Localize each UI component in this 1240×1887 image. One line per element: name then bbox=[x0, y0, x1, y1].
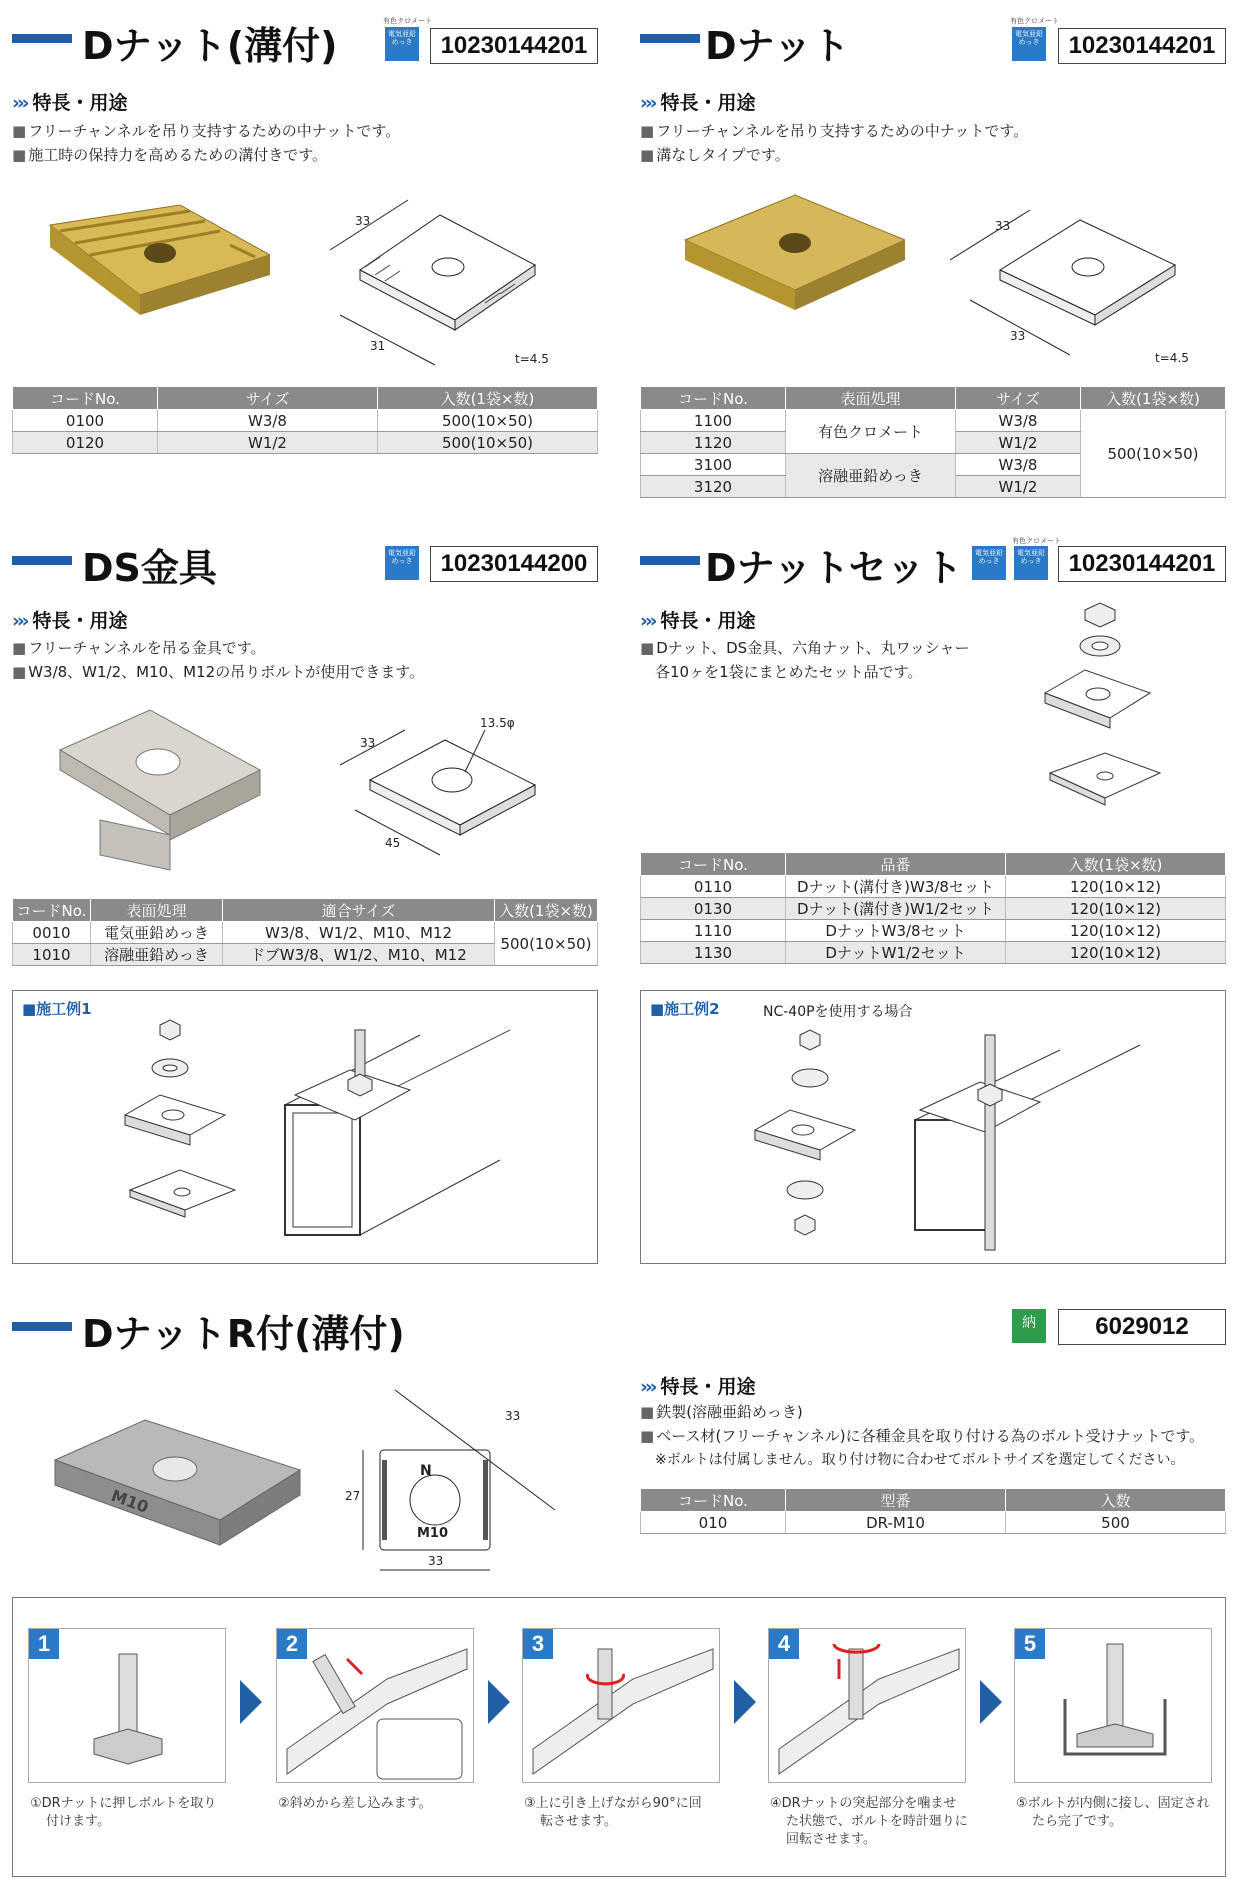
th: 表面処理 bbox=[91, 899, 223, 922]
s1-product-code: 10230144201 bbox=[430, 28, 598, 64]
cell: 0100 bbox=[13, 410, 158, 432]
step-1-text: ①DRナットに押しボルトを取り 付けます。 bbox=[30, 1796, 217, 1829]
s5-bullet: ■ 鉄製(溶融亜鉛めっき) bbox=[640, 1403, 803, 1421]
example-2-note: NC-40Pを使用する場合 bbox=[763, 1004, 913, 1020]
step-4-box bbox=[768, 1628, 966, 1783]
cell: DR-M10 bbox=[786, 1512, 1006, 1534]
s2-dimension-drawing bbox=[950, 210, 1200, 370]
example-1-illustration bbox=[110, 1010, 570, 1255]
th: 入数(1袋×数) bbox=[378, 387, 598, 410]
step-arrow-icon bbox=[488, 1680, 510, 1724]
s1-dim-a: 33 bbox=[355, 214, 371, 228]
th: 入数(1袋×数) bbox=[495, 899, 598, 922]
cell: 0120 bbox=[13, 432, 158, 454]
s3-title: DS金具 bbox=[82, 546, 217, 590]
s4-feature-heading: ››› 特長・用途 bbox=[640, 610, 756, 632]
step-1-box bbox=[28, 1628, 226, 1783]
step-5-text: ⑤ボルトが内側に接し、固定され たら完了です。 bbox=[1016, 1796, 1210, 1829]
th: コードNo. bbox=[641, 387, 786, 410]
step-5-box bbox=[1014, 1628, 1212, 1783]
cell: 溶融亜鉛めっき bbox=[91, 944, 223, 966]
th: コードNo. bbox=[13, 899, 91, 922]
s4-finish-badge: 電気亜鉛めっき bbox=[1014, 546, 1048, 580]
cell: DナットW1/2セット bbox=[786, 942, 1006, 964]
th: コードNo. bbox=[641, 1489, 786, 1512]
step-5-number: 5 bbox=[1015, 1629, 1045, 1659]
s5-feature-heading: ››› 特長・用途 bbox=[640, 1376, 756, 1398]
th: 入数(1袋×数) bbox=[1006, 853, 1226, 876]
cell: DナットW3/8セット bbox=[786, 920, 1006, 942]
cell: Dナット(溝付き)W3/8セット bbox=[786, 876, 1006, 898]
s3-dim-hole: 13.5φ bbox=[480, 716, 515, 730]
s1-dim-t: t=4.5 bbox=[515, 352, 549, 366]
cell: 1120 bbox=[641, 432, 786, 454]
cell: 1010 bbox=[13, 944, 91, 966]
cell: 有色クロメート bbox=[786, 410, 956, 454]
th: コードNo. bbox=[13, 387, 158, 410]
s1-feature-heading: ››› 特長・用途 bbox=[12, 92, 128, 114]
s2-product-photo bbox=[675, 185, 905, 325]
cell: W1/2 bbox=[158, 432, 378, 454]
cell: Dナット(溝付き)W1/2セット bbox=[786, 898, 1006, 920]
step-3-box bbox=[522, 1628, 720, 1783]
s3-spec-table bbox=[12, 898, 598, 966]
example-2-illustration bbox=[740, 1020, 1200, 1255]
s3-product-photo bbox=[40, 700, 270, 875]
cell: 1100 bbox=[641, 410, 786, 432]
step-2-box bbox=[276, 1628, 474, 1783]
s2-dim-a: 33 bbox=[995, 219, 1011, 233]
s5-title: DナットR付(溝付) bbox=[82, 1312, 405, 1356]
cell: W3/8 bbox=[956, 454, 1081, 476]
s2-finish-badge: 電気亜鉛めっき bbox=[1012, 27, 1046, 61]
cell: 120(10×12) bbox=[1006, 920, 1226, 942]
title-bar bbox=[12, 556, 72, 565]
step-arrow-icon bbox=[980, 1680, 1002, 1724]
s5-dim-label: M10 bbox=[417, 1526, 449, 1541]
s1-title: Dナット(溝付) bbox=[82, 24, 338, 68]
s5-product-code: 6029012 bbox=[1058, 1309, 1226, 1345]
cell: 010 bbox=[641, 1512, 786, 1534]
th: 入数(1袋×数) bbox=[1081, 387, 1226, 410]
cell: 500(10×50) bbox=[1081, 410, 1226, 498]
s2-feature-heading: ››› 特長・用途 bbox=[640, 92, 756, 114]
th: サイズ bbox=[158, 387, 378, 410]
step-3-number: 3 bbox=[523, 1629, 553, 1659]
step-arrow-icon bbox=[734, 1680, 756, 1724]
example-2-title: ■施工例2 bbox=[650, 1000, 720, 1018]
th: コードNo. bbox=[641, 853, 786, 876]
cell: W1/2 bbox=[956, 476, 1081, 498]
s1-spec-table bbox=[12, 386, 598, 454]
title-bar bbox=[12, 1322, 72, 1331]
s2-product-code: 10230144201 bbox=[1058, 28, 1226, 64]
cell: 120(10×12) bbox=[1006, 898, 1226, 920]
step-arrow-icon bbox=[240, 1680, 262, 1724]
s4-bullet: 各10ヶを1袋にまとめたセット品です。 bbox=[655, 663, 923, 681]
s2-spec-table bbox=[640, 386, 1226, 498]
cell: 0130 bbox=[641, 898, 786, 920]
s5-dim-a: 33 bbox=[505, 1409, 521, 1423]
s1-product-photo bbox=[30, 185, 270, 335]
s2-dim-b: 33 bbox=[1010, 329, 1026, 343]
title-bar bbox=[12, 34, 72, 43]
cell: 500(10×50) bbox=[495, 922, 598, 966]
s5-dimension-drawing bbox=[335, 1370, 575, 1580]
s5-spec-table bbox=[640, 1488, 1226, 1534]
s3-bullet: ■ W3/8、W1/2、M10、M12の吊りボルトが使用できます。 bbox=[12, 663, 424, 681]
cell: 500 bbox=[1006, 1512, 1226, 1534]
s1-dim-b: 31 bbox=[370, 339, 386, 353]
s3-finish-badge: 電気亜鉛めっき bbox=[385, 546, 419, 580]
cell: W3/8、W1/2、M10、M12 bbox=[223, 922, 495, 944]
cell: 120(10×12) bbox=[1006, 876, 1226, 898]
cell: W1/2 bbox=[956, 432, 1081, 454]
s1-dimension-drawing bbox=[310, 195, 560, 370]
s4-bullet: ■ Dナット、DS金具、六角ナット、丸ワッシャー bbox=[640, 639, 970, 657]
cell: 3120 bbox=[641, 476, 786, 498]
s4-title: Dナットセット bbox=[705, 546, 963, 590]
s3-dim-a: 33 bbox=[360, 736, 376, 750]
s5-photo-label: M10 bbox=[108, 1485, 152, 1517]
cell: 120(10×12) bbox=[1006, 942, 1226, 964]
title-bar bbox=[640, 556, 700, 565]
s5-delivery-badge: 納 bbox=[1012, 1309, 1046, 1343]
s4-badge-caption: 有色クロメート bbox=[1012, 537, 1061, 545]
th: サイズ bbox=[956, 387, 1081, 410]
th: 品番 bbox=[786, 853, 1006, 876]
s3-dim-b: 45 bbox=[385, 836, 401, 850]
s4-finish-badge: 電気亜鉛めっき bbox=[972, 546, 1006, 580]
svg-text:N: N bbox=[420, 1463, 432, 1479]
s1-finish-badge: 電気亜鉛めっき bbox=[385, 27, 419, 61]
s3-product-code: 10230144200 bbox=[430, 546, 598, 582]
cell: 3100 bbox=[641, 454, 786, 476]
s3-dimension-drawing bbox=[320, 710, 570, 860]
th: 適合サイズ bbox=[223, 899, 495, 922]
example-1-title: ■施工例1 bbox=[22, 1000, 92, 1018]
th: 型番 bbox=[786, 1489, 1006, 1512]
step-3-text: ③上に引き上げながら90°に回 転させます。 bbox=[524, 1796, 702, 1829]
s4-spec-table bbox=[640, 852, 1226, 964]
step-4-text: ④DRナットの突起部分を噛ませ た状態で、ボルトを時計廻りに 回転させます。 bbox=[770, 1796, 968, 1847]
step-2-text: ②斜めから差し込みます。 bbox=[278, 1796, 432, 1811]
s3-feature-heading: ››› 特長・用途 bbox=[12, 610, 128, 632]
title-bar bbox=[640, 34, 700, 43]
s3-bullet: ■ フリーチャンネルを吊る金具です。 bbox=[12, 639, 266, 657]
s4-set-illustration bbox=[1030, 598, 1170, 808]
cell: W3/8 bbox=[158, 410, 378, 432]
step-2-number: 2 bbox=[277, 1629, 307, 1659]
cell: 溶融亜鉛めっき bbox=[786, 454, 956, 498]
s1-badge-caption: 有色クロメート bbox=[383, 17, 432, 25]
s5-bullet: ■ ベース材(フリーチャンネル)に各種金具を取り付ける為のボルト受けナットです。 bbox=[640, 1427, 1205, 1445]
cell: ドブW3/8、W1/2、M10、M12 bbox=[223, 944, 495, 966]
s5-note: ※ボルトは付属しません。取り付け物に合わせてボルトサイズを選定してください。 bbox=[655, 1452, 1185, 1468]
cell: 500(10×50) bbox=[378, 432, 598, 454]
s2-bullet: ■ フリーチャンネルを吊り支持するための中ナットです。 bbox=[640, 122, 1029, 140]
th: 表面処理 bbox=[786, 387, 956, 410]
cell: 0010 bbox=[13, 922, 91, 944]
step-4-number: 4 bbox=[769, 1629, 799, 1659]
s2-bullet: ■ 溝なしタイプです。 bbox=[640, 146, 790, 164]
s5-dim-c: 33 bbox=[428, 1554, 444, 1568]
cell: 500(10×50) bbox=[378, 410, 598, 432]
s5-dim-b: 27 bbox=[345, 1489, 361, 1503]
cell: 1130 bbox=[641, 942, 786, 964]
cell: 0110 bbox=[641, 876, 786, 898]
s1-bullet: ■ フリーチャンネルを吊り支持するための中ナットです。 bbox=[12, 122, 401, 140]
cell: 電気亜鉛めっき bbox=[91, 922, 223, 944]
s2-title: Dナット bbox=[705, 24, 850, 68]
s2-dim-t: t=4.5 bbox=[1155, 351, 1189, 365]
step-1-number: 1 bbox=[29, 1629, 59, 1659]
s4-product-code: 10230144201 bbox=[1058, 546, 1226, 582]
th: 入数 bbox=[1006, 1489, 1226, 1512]
s2-badge-caption: 有色クロメート bbox=[1010, 17, 1059, 25]
cell: 1110 bbox=[641, 920, 786, 942]
s1-bullet: ■ 施工時の保持力を高めるための溝付きです。 bbox=[12, 146, 327, 164]
s5-product-photo bbox=[45, 1405, 310, 1570]
cell: W3/8 bbox=[956, 410, 1081, 432]
